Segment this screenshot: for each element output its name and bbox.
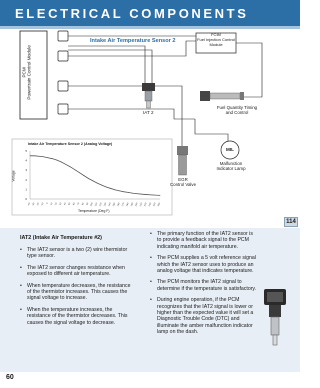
- voltage-chart: [0, 29, 300, 229]
- egr-label: EGR Control Valve: [169, 177, 197, 187]
- chart-x-tick-label: 40: [64, 202, 67, 206]
- chart-x-tick-label: 180: [126, 202, 130, 207]
- chart-x-tick-label: 140: [108, 202, 112, 207]
- chart-x-tick-label: 160: [117, 202, 121, 207]
- chart-point: [57, 160, 58, 161]
- right-column: [150, 231, 258, 341]
- chart-point: [146, 194, 147, 195]
- chart-point: [79, 172, 80, 173]
- chart-x-tick-label: 60: [73, 202, 76, 206]
- chart-point: [155, 195, 156, 196]
- chart-x-tick-label: 120: [99, 202, 103, 207]
- chart-x-tick-label: 80: [82, 202, 85, 206]
- chart-x-tick-label: 30: [59, 202, 63, 206]
- chart-point: [88, 178, 89, 179]
- page-ref-badge: 114: [284, 217, 298, 227]
- chart-x-tick-label: 110: [95, 202, 99, 207]
- chart-line-series: [30, 156, 160, 196]
- chart-point: [48, 157, 49, 158]
- chart-x-tick-label: 150: [112, 202, 117, 207]
- chart-y-tick-label: 3: [25, 168, 27, 173]
- chart-x-tick-label: 50: [68, 202, 72, 206]
- chart-x-tick-label: 130: [104, 202, 108, 207]
- chart-title: Intake Air Temperature Sensor 2 (Analog Voltage): [28, 142, 113, 146]
- chart-x-tick-label: -40: [27, 202, 31, 207]
- diagram-title: Intake Air Temperature Sensor 2: [90, 38, 176, 44]
- chart-point: [133, 193, 134, 194]
- chart-point: [74, 169, 75, 170]
- page-title: ELECTRICAL COMPONENTS: [15, 6, 249, 21]
- iat2-label: IAT 2: [143, 110, 154, 115]
- chart-point: [119, 190, 120, 191]
- chart-point: [101, 185, 102, 186]
- chart-point: [30, 155, 31, 156]
- chart-x-tick-label: 20: [55, 202, 58, 206]
- chart-x-tick-label: -30: [32, 202, 36, 207]
- page-number: 60: [6, 374, 14, 381]
- chart-point: [128, 192, 129, 193]
- pcm-label: PCM Powertrain Control Module: [21, 45, 32, 100]
- chart-x-tick-label: 250: [157, 202, 161, 207]
- chart-point: [70, 166, 71, 167]
- chart-point: [52, 158, 53, 159]
- chart-point: [39, 156, 40, 157]
- chart-x-tick-label: 90: [86, 202, 90, 206]
- chart-point: [92, 180, 93, 181]
- chart-x-tick-label: 10: [50, 202, 54, 206]
- fcim-label: FCIM Fuel Injection Control Module: [197, 32, 235, 47]
- wiring-diagram: [0, 29, 300, 229]
- chart-x-tick-label: 70: [77, 202, 81, 206]
- list-item: • The PCM supplies a 5 volt reference signal which the IAT2 sensor uses to produce an analog voltage that indicates temperature.: [150, 255, 258, 274]
- chart-xlabel: Temperature (Deg F): [78, 209, 110, 213]
- chart-point: [97, 183, 98, 184]
- chart-y-tick-label: 4: [25, 158, 27, 163]
- chart-point: [61, 162, 62, 163]
- chart-point: [124, 191, 125, 192]
- chart-x-tick-label: 220: [144, 202, 148, 207]
- list-item: • The PCM monitors the IAT2 signal to determine if the temperature is satisfactory.: [150, 279, 258, 292]
- chart-x-tick-label: -20: [36, 202, 40, 207]
- chart-point: [66, 164, 67, 165]
- chart-point: [110, 188, 111, 189]
- chart-x-tick-label: 210: [139, 202, 144, 207]
- chart-point: [142, 194, 143, 195]
- list-item: • The primary function of the IAT2 sensor is to provide a feedback signal to the PCM indicating manifold air temperature.: [150, 231, 258, 250]
- chart-point: [137, 193, 138, 194]
- fuel-timing-label: Fuel Quantity Timing and Control: [216, 105, 258, 115]
- mil-label: Malfunction Indicator Lamp: [216, 161, 246, 171]
- chart-x-tick-label: 200: [135, 202, 139, 207]
- list-item: • The IAT2 sensor changes resistance when exposed to different air temperature.: [20, 265, 136, 278]
- chart-point: [83, 175, 84, 176]
- mil-badge: MIL: [226, 147, 234, 152]
- chart-y-tick-label: 5: [25, 149, 27, 153]
- iat2-sensor-photo: [258, 285, 292, 351]
- chart-y-tick-label: 1: [25, 187, 27, 192]
- chart-point: [160, 195, 161, 196]
- chart-ylabel: Voltage: [11, 170, 16, 182]
- chart-point: [115, 190, 116, 191]
- list-item: • When temperature decreases, the resistance of the thermistor increases. This causes the signal voltage to increase.: [20, 283, 136, 302]
- chart-x-tick-label: -10: [41, 202, 45, 207]
- chart-x-tick-label: 170: [121, 202, 126, 207]
- chart-point: [34, 155, 35, 156]
- list-item: • When the temperature increases, the resistance of the thermistor decreases. This causes the signal voltage to decrease.: [20, 307, 136, 326]
- chart-point: [151, 195, 152, 196]
- chart-point: [106, 187, 107, 188]
- chart-x-tick-label: 0: [46, 202, 49, 205]
- chart-x-tick-label: 230: [148, 202, 152, 207]
- chart-point: [43, 156, 44, 157]
- left-column: [20, 235, 136, 331]
- section-heading: IAT2 (Intake Air Temperature #2): [20, 235, 102, 241]
- chart-x-tick-label: 190: [130, 202, 135, 207]
- chart-x-tick-label: 100: [90, 202, 94, 207]
- list-item: • During engine operation, if the PCM recognizes that the IAT2 signal is lower or higher than the expected value it will set a Diagnostic Trouble Code (DTC) and illuminate the amber malfunction indicator lamp on the dash.: [150, 297, 258, 335]
- chart-y-tick-label: 2: [25, 177, 27, 182]
- chart-y-tick-label: 0: [25, 197, 27, 201]
- chart-x-tick-label: 240: [153, 202, 157, 207]
- list-item: • The IAT2 sensor is a two (2) wire thermistor type sensor.: [20, 247, 136, 260]
